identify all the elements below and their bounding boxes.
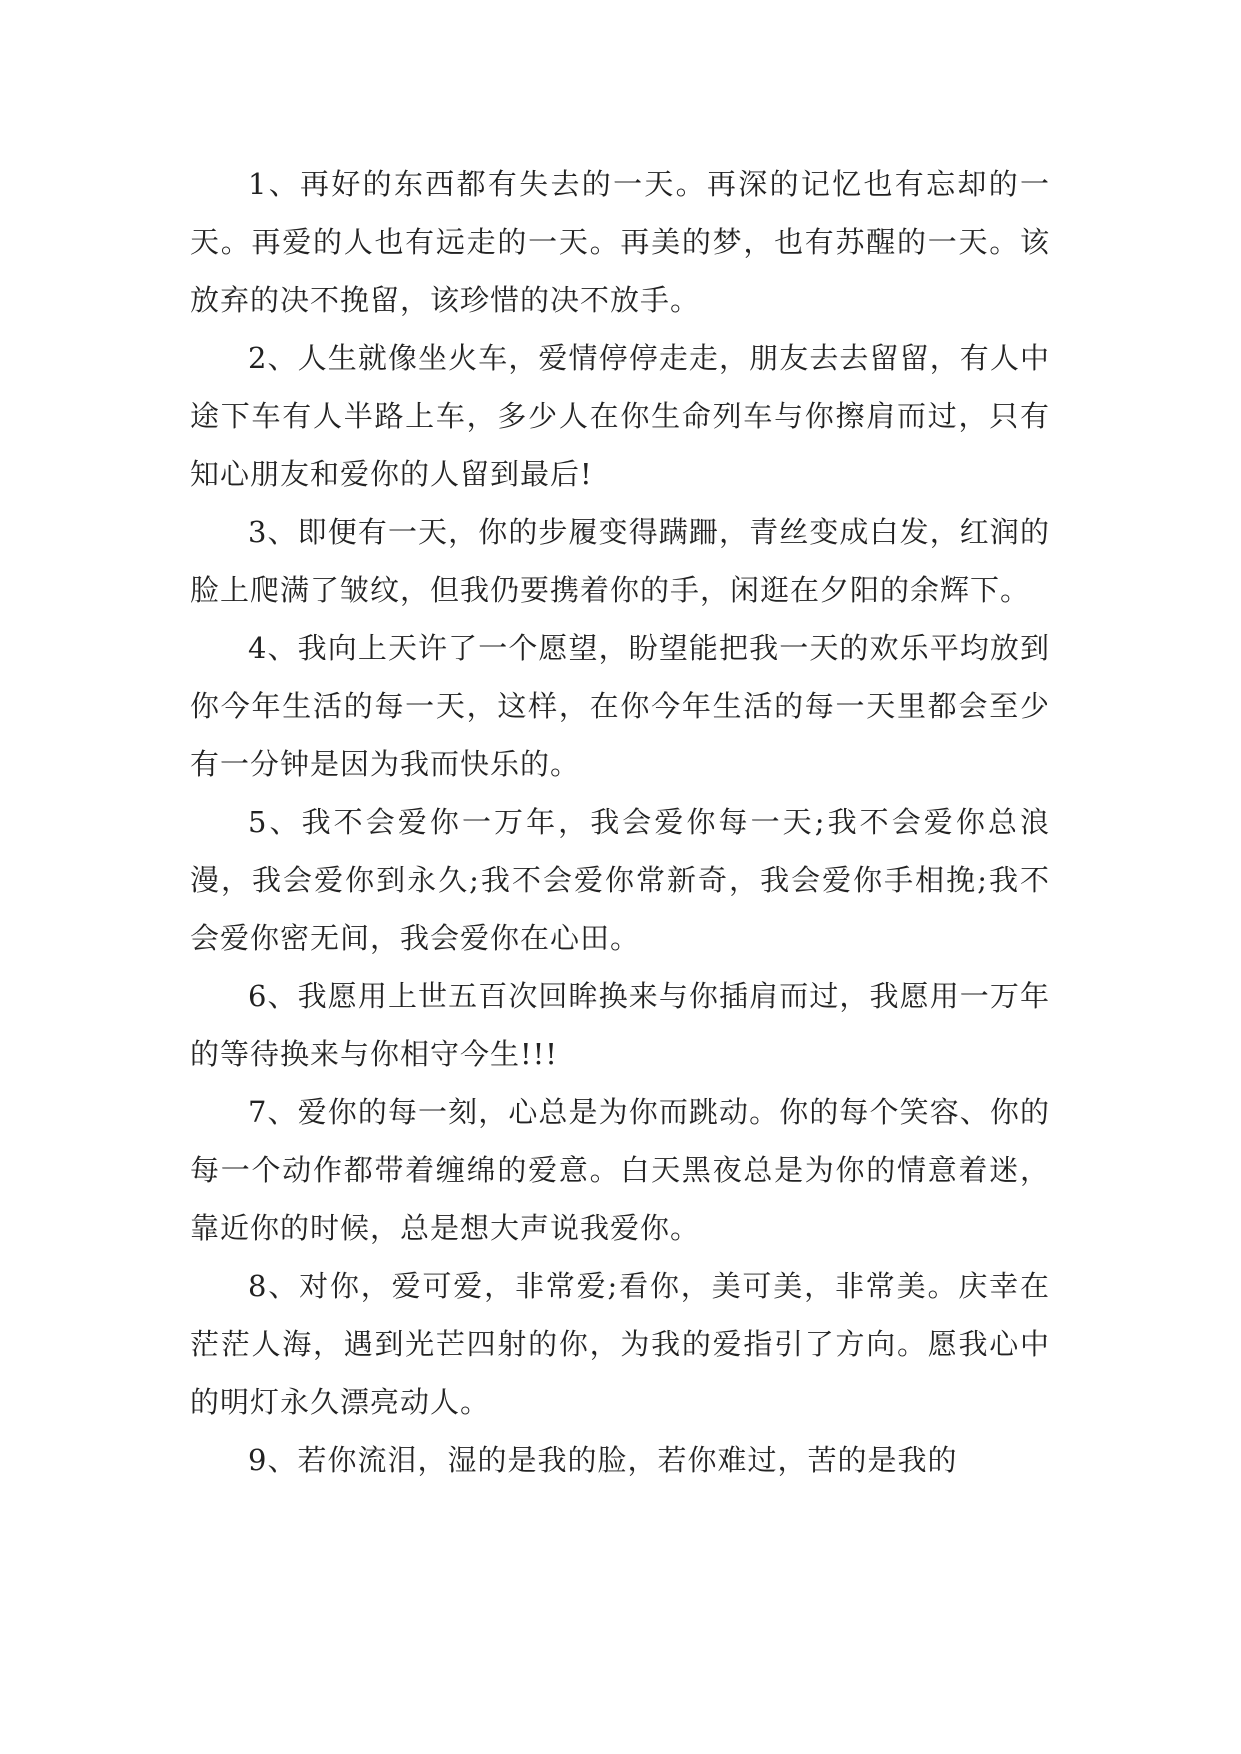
paragraph-8: 8、对你，爱可爱，非常爱;看你，美可美，非常美。庆幸在茫茫人海，遇到光芒四射的你，为我的爱指引了方向。愿我心中的明灯永久漂亮动人。 xyxy=(190,1269,1050,1419)
paragraph-3: 3、即便有一天，你的步履变得蹒跚，青丝变成白发，红润的脸上爬满了皱纹，但我仍要携着你的手，闲逛在夕阳的余辉下。 xyxy=(190,515,1050,607)
paragraph-7: 7、爱你的每一刻，心总是为你而跳动。你的每个笑容、你的每一个动作都带着缠绵的爱意。白天黑夜总是为你的情意着迷，靠近你的时候，总是想大声说我爱你。 xyxy=(190,1095,1050,1245)
document-body xyxy=(190,155,1050,1489)
paragraph-2: 2、人生就像坐火车，爱情停停走走，朋友去去留留，有人中途下车有人半路上车，多少人在你生命列车与你擦肩而过，只有知心朋友和爱你的人留到最后! xyxy=(190,341,1050,491)
paragraph-5: 5、我不会爱你一万年，我会爱你每一天;我不会爱你总浪漫，我会爱你到永久;我不会爱你常新奇，我会爱你手相挽;我不会爱你密无间，我会爱你在心田。 xyxy=(190,805,1050,955)
paragraph-4: 4、我向上天许了一个愿望，盼望能把我一天的欢乐平均放到你今年生活的每一天，这样，在你今年生活的每一天里都会至少有一分钟是因为我而快乐的。 xyxy=(190,631,1050,781)
paragraph-9: 9、若你流泪，湿的是我的脸，若你难过，苦的是我的 xyxy=(248,1443,958,1477)
paragraph-1: 1、再好的东西都有失去的一天。再深的记忆也有忘却的一天。再爱的人也有远走的一天。再美的梦，也有苏醒的一天。该放弃的决不挽留，该珍惜的决不放手。 xyxy=(190,167,1050,317)
paragraph-6: 6、我愿用上世五百次回眸换来与你插肩而过，我愿用一万年的等待换来与你相守今生!!! xyxy=(190,979,1050,1071)
